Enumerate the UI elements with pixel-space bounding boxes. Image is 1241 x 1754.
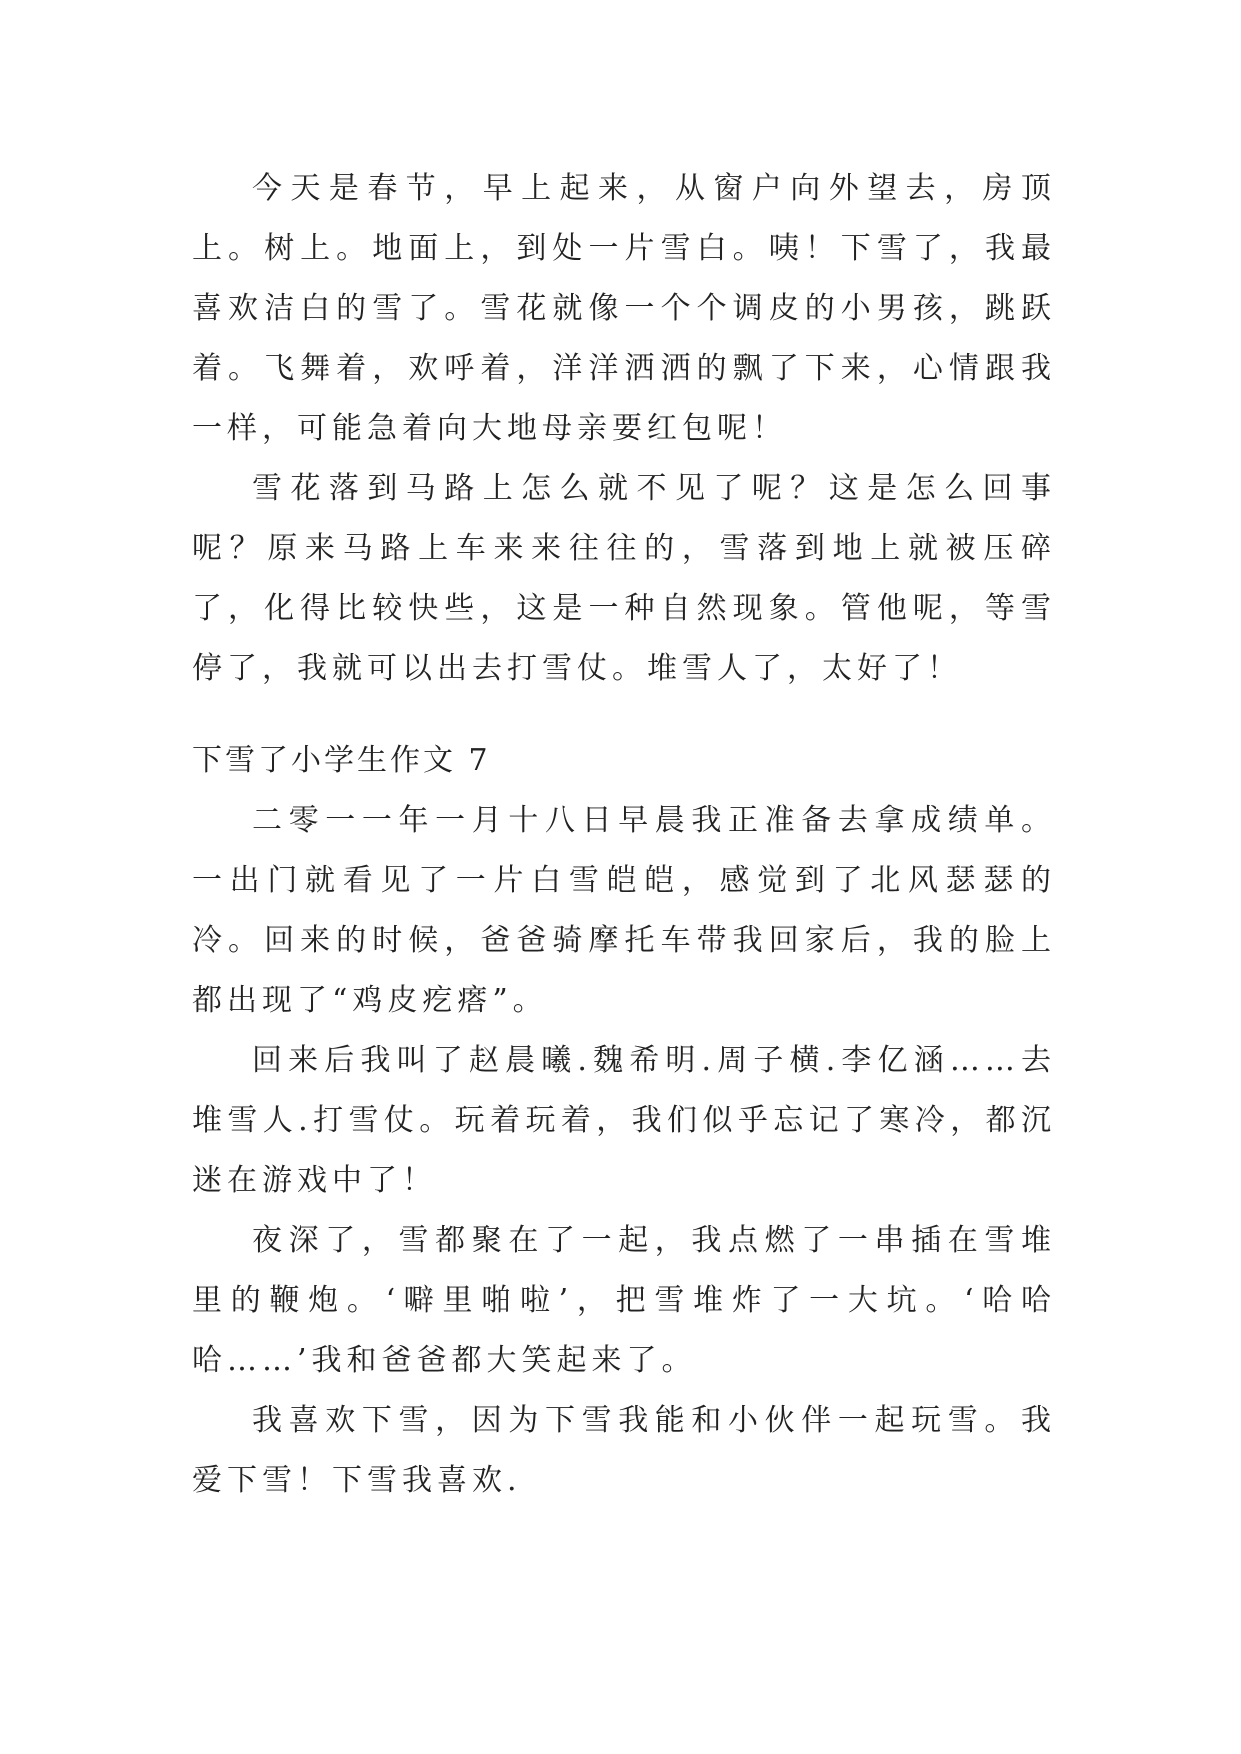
essay-section bbox=[192, 731, 1056, 1511]
paragraph: 今天是春节，早上起来，从窗户向外望去，房顶上。树上。地面上，到处一片雪白。咦！下雪了，我最喜欢洁白的雪了。雪花就像一个个调皮的小男孩，跳跃着。飞舞着，欢呼着，洋洋洒洒的飘了下来，心情跟我一样，可能急着向大地母亲要红包呢！ bbox=[192, 171, 1056, 446]
intro-section bbox=[192, 159, 1056, 699]
essay-title: 下雪了小学生作文 7 bbox=[192, 743, 491, 778]
paragraph: 夜深了，雪都聚在了一起，我点燃了一串插在雪堆里的鞭炮。‘噼里啪啦’，把雪堆炸了一大坑。‘哈哈哈……’我和爸爸都大笑起来了。 bbox=[192, 1223, 1056, 1378]
paragraph: 回来后我叫了赵晨曦.魏希明.周子横.李亿涵……去堆雪人.打雪仗。玩着玩着，我们似乎忘记了寒冷，都沉迷在游戏中了！ bbox=[192, 1043, 1056, 1198]
paragraph: 我喜欢下雪，因为下雪我能和小伙伴一起玩雪。我爱下雪！下雪我喜欢. bbox=[192, 1403, 1056, 1498]
paragraph: 二零一一年一月十八日早晨我正准备去拿成绩单。一出门就看见了一片白雪皑皑，感觉到了北风瑟瑟的冷。回来的时候，爸爸骑摩托车带我回家后，我的脸上都出现了“鸡皮疙瘩”。 bbox=[192, 803, 1056, 1018]
paragraph: 雪花落到马路上怎么就不见了呢？这是怎么回事呢？原来马路上车来来往往的，雪落到地上就被压碎了，化得比较快些，这是一种自然现象。管他呢，等雪停了，我就可以出去打雪仗。堆雪人了，太好了！ bbox=[192, 471, 1056, 686]
